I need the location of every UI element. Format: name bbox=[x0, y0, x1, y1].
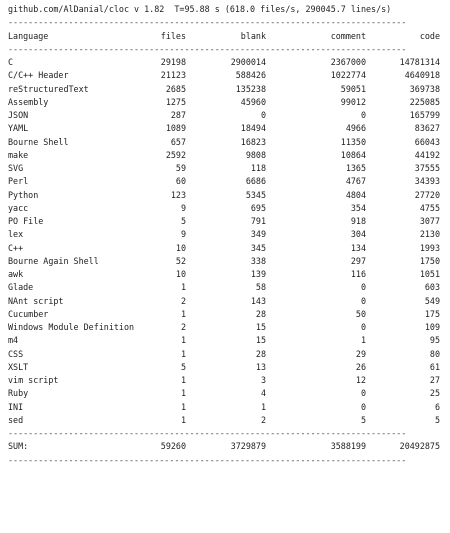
row-comment: 99012 bbox=[340, 96, 366, 107]
row-blank: 15 bbox=[255, 335, 266, 346]
sum-files: 59260 bbox=[160, 441, 186, 452]
separator: ------------------------------------------------------------------------------- bbox=[8, 43, 407, 54]
row-language: Glade bbox=[8, 282, 34, 293]
row-blank: 13 bbox=[255, 361, 266, 372]
row-language: C++ bbox=[8, 242, 24, 253]
row-comment: 5 bbox=[360, 414, 366, 425]
row-files: 1 bbox=[180, 335, 186, 346]
row-comment: 297 bbox=[350, 255, 366, 266]
row-code: 34393 bbox=[414, 176, 440, 187]
row-files: 1 bbox=[180, 348, 186, 359]
table-row bbox=[4, 69, 446, 82]
row-comment: 1365 bbox=[345, 163, 366, 173]
row-code: 37555 bbox=[414, 163, 440, 173]
row-blank: 5345 bbox=[245, 189, 266, 200]
row-comment: 29 bbox=[355, 348, 366, 359]
row-comment: 116 bbox=[350, 269, 366, 279]
sum-row bbox=[4, 440, 446, 453]
row-files: 29198 bbox=[160, 57, 186, 67]
row-files: 287 bbox=[170, 110, 186, 120]
separator: ------------------------------------------------------------------------------- bbox=[8, 17, 407, 28]
row-code: 25 bbox=[429, 388, 440, 399]
table-row bbox=[4, 162, 446, 175]
table-row bbox=[4, 122, 446, 135]
separator-line bbox=[4, 16, 446, 29]
row-blank: 791 bbox=[250, 216, 266, 226]
row-blank: 1 bbox=[260, 401, 266, 412]
table-row bbox=[4, 109, 446, 122]
table-row bbox=[4, 334, 446, 347]
row-files: 2 bbox=[180, 295, 186, 306]
row-comment: 1 bbox=[360, 335, 366, 346]
row-code: 4755 bbox=[419, 202, 440, 213]
column-header-files: files bbox=[160, 30, 186, 41]
row-code: 1051 bbox=[419, 269, 440, 279]
cloc-header-text: github.com/AlDanial/cloc v 1.82 T=95.88 s (618.0 files/s, 290045.7 lines/s) bbox=[8, 4, 392, 14]
row-code: 603 bbox=[424, 282, 440, 293]
row-files: 59 bbox=[175, 163, 186, 173]
table-row bbox=[4, 136, 446, 149]
row-code: 6 bbox=[434, 401, 440, 412]
row-code: 175 bbox=[424, 308, 440, 319]
row-blank: 338 bbox=[250, 255, 266, 266]
row-language: Assembly bbox=[8, 96, 49, 107]
separator-line bbox=[4, 43, 446, 56]
row-files: 2592 bbox=[165, 149, 186, 160]
row-comment: 50 bbox=[355, 308, 366, 319]
row-blank: 2900014 bbox=[230, 57, 266, 67]
row-blank: 45960 bbox=[240, 96, 266, 107]
table-row bbox=[4, 374, 446, 387]
table-row bbox=[4, 308, 446, 321]
row-language: lex bbox=[8, 229, 24, 240]
row-code: 369738 bbox=[409, 83, 440, 94]
row-comment: 0 bbox=[360, 295, 366, 306]
table-row bbox=[4, 401, 446, 414]
row-code: 3077 bbox=[419, 216, 440, 226]
row-blank: 28 bbox=[255, 308, 266, 319]
row-files: 9 bbox=[180, 202, 186, 213]
row-files: 5 bbox=[180, 361, 186, 372]
separator: ------------------------------------------------------------------------------- bbox=[8, 428, 407, 438]
row-blank: 695 bbox=[250, 202, 266, 213]
row-language: Cucumber bbox=[8, 308, 49, 319]
row-blank: 9808 bbox=[245, 149, 266, 160]
row-files: 1275 bbox=[165, 96, 186, 107]
row-code: 14781314 bbox=[399, 57, 440, 67]
table-row bbox=[4, 149, 446, 162]
row-code: 95 bbox=[429, 335, 440, 346]
row-code: 165799 bbox=[409, 110, 440, 120]
row-files: 10 bbox=[175, 269, 186, 279]
table-row bbox=[4, 56, 446, 69]
row-files: 1 bbox=[180, 401, 186, 412]
sum-code: 20492875 bbox=[399, 441, 440, 452]
row-code: 549 bbox=[424, 295, 440, 306]
row-language: YAML bbox=[8, 123, 29, 134]
row-files: 52 bbox=[175, 255, 186, 266]
row-files: 2685 bbox=[165, 83, 186, 94]
row-language: C/C++ Header bbox=[8, 70, 69, 81]
row-files: 60 bbox=[175, 176, 186, 187]
row-language: Perl bbox=[8, 176, 29, 187]
sum-comment: 3588199 bbox=[330, 441, 366, 452]
row-files: 1 bbox=[180, 388, 186, 399]
row-language: m4 bbox=[8, 335, 19, 346]
row-code: 109 bbox=[424, 322, 440, 332]
cloc-header-line bbox=[4, 3, 446, 16]
row-blank: 345 bbox=[250, 242, 266, 253]
row-files: 9 bbox=[180, 229, 186, 240]
row-comment: 0 bbox=[360, 282, 366, 293]
row-files: 2 bbox=[180, 322, 186, 332]
row-comment: 0 bbox=[360, 388, 366, 399]
row-blank: 0 bbox=[260, 110, 266, 120]
column-header-blank: blank bbox=[240, 30, 266, 41]
row-language: Windows Module Definition bbox=[8, 322, 135, 332]
table-row bbox=[4, 175, 446, 188]
row-code: 66043 bbox=[414, 136, 440, 147]
row-language: PO File bbox=[8, 216, 44, 226]
row-blank: 143 bbox=[250, 295, 266, 306]
row-blank: 118 bbox=[250, 163, 266, 173]
row-language: NAnt script bbox=[8, 295, 64, 306]
row-code: 1993 bbox=[419, 242, 440, 253]
row-comment: 0 bbox=[360, 401, 366, 412]
row-language: SVG bbox=[8, 163, 24, 173]
row-comment: 354 bbox=[350, 202, 366, 213]
row-blank: 58 bbox=[255, 282, 266, 293]
row-language: INI bbox=[8, 401, 24, 412]
row-files: 10 bbox=[175, 242, 186, 253]
row-comment: 12 bbox=[355, 375, 366, 385]
row-files: 21123 bbox=[160, 70, 186, 81]
row-blank: 139 bbox=[250, 269, 266, 279]
row-blank: 588426 bbox=[235, 70, 266, 81]
table-row bbox=[4, 242, 446, 255]
sum-blank: 3729879 bbox=[230, 441, 266, 452]
row-language: Ruby bbox=[8, 388, 29, 399]
row-code: 2130 bbox=[419, 229, 440, 240]
row-code: 27720 bbox=[414, 189, 440, 200]
row-code: 80 bbox=[429, 348, 440, 359]
table-row bbox=[4, 228, 446, 241]
table-row bbox=[4, 83, 446, 96]
column-header-row bbox=[4, 30, 446, 43]
row-blank: 349 bbox=[250, 229, 266, 240]
row-code: 61 bbox=[429, 361, 440, 372]
row-language: yacc bbox=[8, 202, 29, 213]
row-comment: 10864 bbox=[340, 149, 366, 160]
row-code: 1750 bbox=[419, 255, 440, 266]
table-row bbox=[4, 189, 446, 202]
row-comment: 59051 bbox=[340, 83, 366, 94]
row-comment: 4966 bbox=[345, 123, 366, 134]
separator: ------------------------------------------------------------------------------- bbox=[8, 454, 407, 465]
row-comment: 304 bbox=[350, 229, 366, 240]
sum-label: SUM: bbox=[8, 441, 29, 452]
row-blank: 135238 bbox=[235, 83, 266, 94]
row-comment: 4804 bbox=[345, 189, 366, 200]
table-row bbox=[4, 96, 446, 109]
table-row bbox=[4, 414, 446, 427]
column-header-comment: comment bbox=[330, 30, 366, 41]
separator-line bbox=[4, 454, 446, 467]
table-row bbox=[4, 387, 446, 400]
row-blank: 2 bbox=[260, 414, 266, 425]
row-language: JSON bbox=[8, 110, 29, 120]
row-code: 4640918 bbox=[404, 70, 440, 81]
row-language: reStructuredText bbox=[8, 83, 89, 94]
row-comment: 26 bbox=[355, 361, 366, 372]
row-blank: 3 bbox=[260, 375, 266, 385]
row-code: 27 bbox=[429, 375, 440, 385]
row-code: 225085 bbox=[409, 96, 440, 107]
row-language: CSS bbox=[8, 348, 24, 359]
row-language: sed bbox=[8, 414, 24, 425]
row-language: Bourne Again Shell bbox=[8, 255, 99, 266]
row-files: 657 bbox=[170, 136, 186, 147]
row-comment: 0 bbox=[360, 322, 366, 332]
table-row bbox=[4, 215, 446, 228]
row-language: XSLT bbox=[8, 361, 29, 372]
table-row bbox=[4, 202, 446, 215]
row-blank: 16823 bbox=[240, 136, 266, 147]
row-files: 1 bbox=[180, 308, 186, 319]
row-blank: 15 bbox=[255, 322, 266, 332]
column-header-code: code bbox=[419, 30, 440, 41]
row-blank: 6686 bbox=[245, 176, 266, 187]
row-files: 123 bbox=[170, 189, 186, 200]
row-files: 1089 bbox=[165, 123, 186, 134]
row-language: Bourne Shell bbox=[8, 136, 69, 147]
row-language: Python bbox=[8, 189, 39, 200]
row-code: 5 bbox=[434, 414, 440, 425]
row-code: 83627 bbox=[414, 123, 440, 134]
row-blank: 4 bbox=[260, 388, 266, 399]
table-row bbox=[4, 255, 446, 268]
row-comment: 11350 bbox=[340, 136, 366, 147]
row-files: 1 bbox=[180, 414, 186, 425]
row-language: awk bbox=[8, 269, 24, 279]
row-comment: 0 bbox=[360, 110, 366, 120]
separator-line bbox=[4, 427, 446, 440]
table-row bbox=[4, 348, 446, 361]
table-row bbox=[4, 361, 446, 374]
table-row bbox=[4, 321, 446, 334]
row-code: 44192 bbox=[414, 149, 440, 160]
table-row bbox=[4, 281, 446, 294]
row-language: make bbox=[8, 149, 29, 160]
row-files: 1 bbox=[180, 282, 186, 293]
row-language: C bbox=[8, 57, 14, 67]
row-comment: 4767 bbox=[345, 176, 366, 187]
table-row bbox=[4, 295, 446, 308]
row-comment: 2367000 bbox=[330, 57, 366, 67]
row-files: 1 bbox=[180, 375, 186, 385]
row-comment: 918 bbox=[350, 216, 366, 226]
row-language: vim script bbox=[8, 375, 59, 385]
row-comment: 134 bbox=[350, 242, 366, 253]
row-comment: 1022774 bbox=[330, 70, 366, 81]
language-table-body bbox=[4, 56, 446, 427]
column-header-language: Language bbox=[8, 30, 49, 41]
row-blank: 18494 bbox=[240, 123, 266, 134]
row-files: 5 bbox=[180, 216, 186, 226]
table-row bbox=[4, 268, 446, 281]
row-blank: 28 bbox=[255, 348, 266, 359]
